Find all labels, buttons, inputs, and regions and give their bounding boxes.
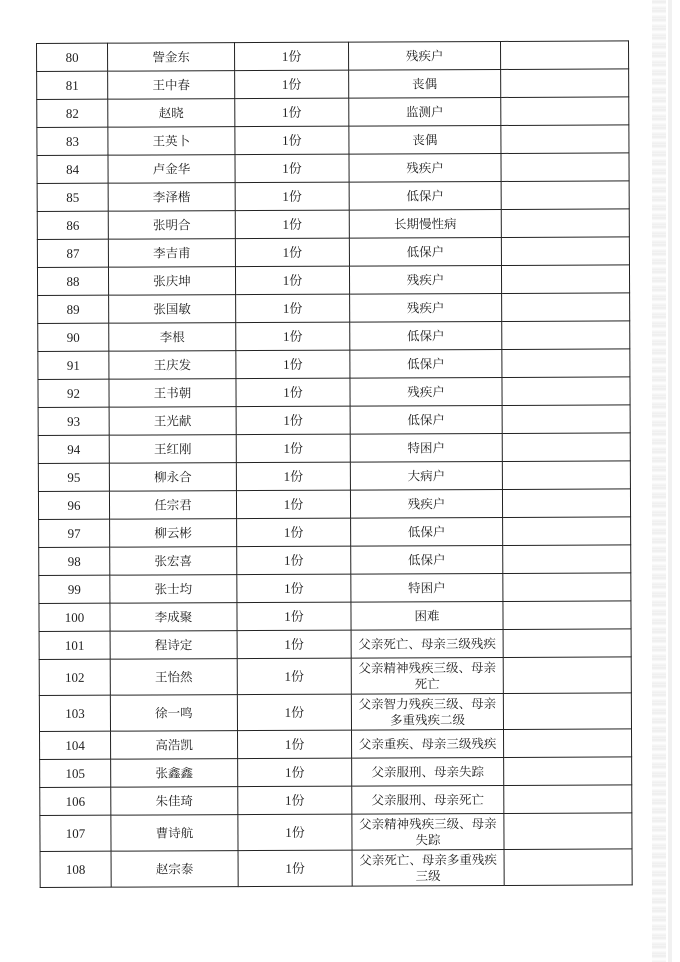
remark-cell (501, 209, 629, 238)
reason-cell: 残疾户 (349, 153, 501, 182)
table-body (37, 41, 633, 888)
table-row (40, 729, 632, 760)
reason-cell: 父亲死亡、母亲三级残疾 (351, 629, 503, 658)
reason-cell: 残疾户 (349, 265, 501, 294)
reason-cell: 父亲精神残疾三级、母亲死亡 (351, 657, 503, 694)
scan-edge-artifact (652, 0, 666, 962)
quantity-cell: 1份 (236, 350, 350, 378)
remark-cell (500, 41, 628, 70)
row-number-cell: 105 (40, 759, 111, 787)
row-number-cell: 93 (38, 407, 109, 435)
remark-cell (503, 629, 631, 658)
row-number-cell: 84 (37, 155, 108, 183)
remark-cell (503, 573, 631, 602)
name-cell: 王庆发 (109, 351, 236, 380)
quantity-cell: 1份 (235, 98, 349, 126)
quantity-cell: 1份 (235, 238, 349, 266)
name-cell: 朱佳琦 (111, 787, 238, 816)
quantity-cell: 1份 (238, 786, 352, 814)
name-cell: 王怡然 (110, 659, 237, 696)
table-row (37, 97, 629, 128)
name-cell: 柳永合 (109, 463, 236, 492)
row-number-cell: 102 (39, 659, 110, 695)
row-number-cell: 81 (37, 71, 108, 99)
row-number-cell: 89 (38, 295, 109, 323)
remark-cell (501, 237, 629, 266)
table-row (38, 405, 630, 436)
remark-cell (501, 153, 629, 182)
row-number-cell: 86 (37, 211, 108, 239)
reason-cell: 低保户 (350, 405, 502, 434)
name-cell: 张明合 (108, 211, 235, 240)
table-row (38, 293, 630, 324)
remark-cell (501, 265, 629, 294)
reason-cell: 父亲精神残疾三级、母亲失踪 (352, 813, 504, 850)
row-number-cell: 83 (37, 127, 108, 155)
reason-cell: 低保户 (351, 545, 503, 574)
row-number-cell: 87 (37, 239, 108, 267)
row-number-cell: 95 (38, 463, 109, 491)
name-cell: 李根 (109, 323, 236, 352)
remark-cell (501, 181, 629, 210)
reason-cell: 大病户 (350, 461, 502, 490)
reason-cell: 低保户 (350, 349, 502, 378)
reason-cell: 父亲重疾、母亲三级残疾 (352, 729, 504, 758)
quantity-cell: 1份 (236, 462, 350, 490)
table-row (37, 209, 629, 240)
table-row (37, 153, 629, 184)
remark-cell (503, 729, 631, 758)
row-number-cell: 88 (37, 267, 108, 295)
name-cell: 曹诗航 (111, 815, 238, 852)
row-number-cell: 96 (38, 491, 109, 519)
quantity-cell: 1份 (237, 602, 351, 630)
table-row (38, 489, 630, 520)
quantity-cell: 1份 (236, 490, 350, 518)
row-number-cell: 99 (39, 575, 110, 603)
row-number-cell: 94 (38, 435, 109, 463)
remark-cell (502, 489, 630, 518)
quantity-cell: 1份 (235, 42, 349, 70)
reason-cell: 特困户 (350, 433, 502, 462)
reason-cell: 监测户 (349, 97, 501, 126)
remark-cell (503, 693, 631, 730)
table-row (39, 601, 631, 632)
table-row (39, 545, 631, 576)
reason-cell: 丧偶 (349, 125, 501, 154)
name-cell: 王红刚 (109, 435, 236, 464)
beneficiary-table (36, 40, 633, 888)
reason-cell: 丧偶 (349, 69, 501, 98)
name-cell: 张庆坤 (108, 267, 235, 296)
remark-cell (502, 405, 630, 434)
table-row (38, 321, 630, 352)
name-cell: 柳云彬 (110, 519, 237, 548)
row-number-cell: 98 (39, 547, 110, 575)
row-number-cell: 108 (40, 851, 111, 887)
quantity-cell: 1份 (238, 730, 352, 758)
table-row (37, 181, 629, 212)
name-cell: 任宗君 (109, 491, 236, 520)
row-number-cell: 101 (39, 631, 110, 659)
reason-cell: 特困户 (351, 573, 503, 602)
table-row (37, 237, 629, 268)
reason-cell: 残疾户 (350, 293, 502, 322)
reason-cell: 父亲服刑、母亲死亡 (352, 785, 504, 814)
quantity-cell: 1份 (238, 758, 352, 786)
reason-cell: 父亲智力残疾三级、母亲多重残疾二级 (351, 693, 503, 730)
name-cell: 李泽楷 (108, 183, 235, 212)
quantity-cell: 1份 (235, 210, 349, 238)
name-cell: 赵宗泰 (111, 851, 238, 888)
table-row (39, 629, 631, 660)
remark-cell (504, 813, 632, 850)
row-number-cell: 91 (38, 351, 109, 379)
remark-cell (503, 601, 631, 630)
row-number-cell: 107 (40, 815, 111, 851)
scan-edge-shadow (668, 0, 672, 962)
quantity-cell: 1份 (235, 70, 349, 98)
reason-cell: 低保户 (349, 237, 501, 266)
quantity-cell: 1份 (237, 546, 351, 574)
remark-cell (504, 785, 632, 814)
reason-cell: 残疾户 (350, 489, 502, 518)
remark-cell (501, 69, 629, 98)
quantity-cell: 1份 (238, 850, 352, 886)
quantity-cell: 1份 (236, 434, 350, 462)
row-number-cell: 90 (38, 323, 109, 351)
name-cell: 张宏喜 (110, 547, 237, 576)
remark-cell (502, 293, 630, 322)
quantity-cell: 1份 (237, 574, 351, 602)
remark-cell (503, 657, 631, 694)
table-row (40, 785, 632, 816)
reason-cell: 残疾户 (350, 377, 502, 406)
reason-cell: 低保户 (351, 517, 503, 546)
quantity-cell: 1份 (238, 814, 352, 850)
name-cell: 张鑫鑫 (111, 759, 238, 788)
reason-cell: 低保户 (350, 321, 502, 350)
table-row (37, 125, 629, 156)
name-cell: 程诗定 (110, 631, 237, 660)
quantity-cell: 1份 (237, 694, 351, 730)
row-number-cell: 100 (39, 603, 110, 631)
beneficiary-table-wrapper (36, 40, 633, 888)
remark-cell (504, 757, 632, 786)
remark-cell (502, 461, 630, 490)
quantity-cell: 1份 (235, 154, 349, 182)
quantity-cell: 1份 (236, 406, 350, 434)
quantity-cell: 1份 (237, 658, 351, 694)
table-row (39, 573, 631, 604)
name-cell: 訾金东 (108, 43, 235, 72)
table-row (38, 377, 630, 408)
table-row (38, 349, 630, 380)
row-number-cell: 80 (37, 43, 108, 71)
reason-cell: 低保户 (349, 181, 501, 210)
remark-cell (502, 321, 630, 350)
remark-cell (501, 97, 629, 126)
reason-cell: 父亲死亡、母亲多重残疾三级 (352, 849, 504, 886)
quantity-cell: 1份 (236, 294, 350, 322)
remark-cell (501, 125, 629, 154)
quantity-cell: 1份 (237, 630, 351, 658)
remark-cell (502, 377, 630, 406)
name-cell: 张士均 (110, 575, 237, 604)
table-row (37, 69, 629, 100)
table-row (39, 693, 631, 732)
remark-cell (503, 545, 631, 574)
table-row (40, 849, 632, 888)
table-row (38, 433, 630, 464)
remark-cell (504, 849, 632, 886)
row-number-cell: 104 (40, 731, 111, 759)
row-number-cell: 82 (37, 99, 108, 127)
row-number-cell: 92 (38, 379, 109, 407)
reason-cell: 残疾户 (348, 41, 500, 70)
name-cell: 卢金华 (108, 155, 235, 184)
quantity-cell: 1份 (236, 378, 350, 406)
reason-cell: 困难 (351, 601, 503, 630)
name-cell: 高浩凯 (111, 731, 238, 760)
name-cell: 王书朝 (109, 379, 236, 408)
table-row (37, 265, 629, 296)
quantity-cell: 1份 (235, 126, 349, 154)
name-cell: 徐一鸣 (110, 695, 237, 732)
quantity-cell: 1份 (235, 182, 349, 210)
name-cell: 张国敏 (109, 295, 236, 324)
table-row (37, 41, 629, 72)
remark-cell (503, 517, 631, 546)
name-cell: 王英卜 (108, 127, 235, 156)
quantity-cell: 1份 (235, 266, 349, 294)
name-cell: 李成聚 (110, 603, 237, 632)
remark-cell (502, 433, 630, 462)
row-number-cell: 106 (40, 787, 111, 815)
name-cell: 王光献 (109, 407, 236, 436)
table-row (39, 657, 631, 696)
row-number-cell: 97 (39, 519, 110, 547)
reason-cell: 长期慢性病 (349, 209, 501, 238)
row-number-cell: 103 (39, 695, 110, 731)
name-cell: 王中春 (108, 71, 235, 100)
name-cell: 赵晓 (108, 99, 235, 128)
quantity-cell: 1份 (237, 518, 351, 546)
table-row (40, 757, 632, 788)
table-row (38, 461, 630, 492)
quantity-cell: 1份 (236, 322, 350, 350)
reason-cell: 父亲服刑、母亲失踪 (352, 757, 504, 786)
row-number-cell: 85 (37, 183, 108, 211)
table-row (39, 517, 631, 548)
table-row (40, 813, 632, 852)
remark-cell (502, 349, 630, 378)
name-cell: 李吉甫 (108, 239, 235, 268)
